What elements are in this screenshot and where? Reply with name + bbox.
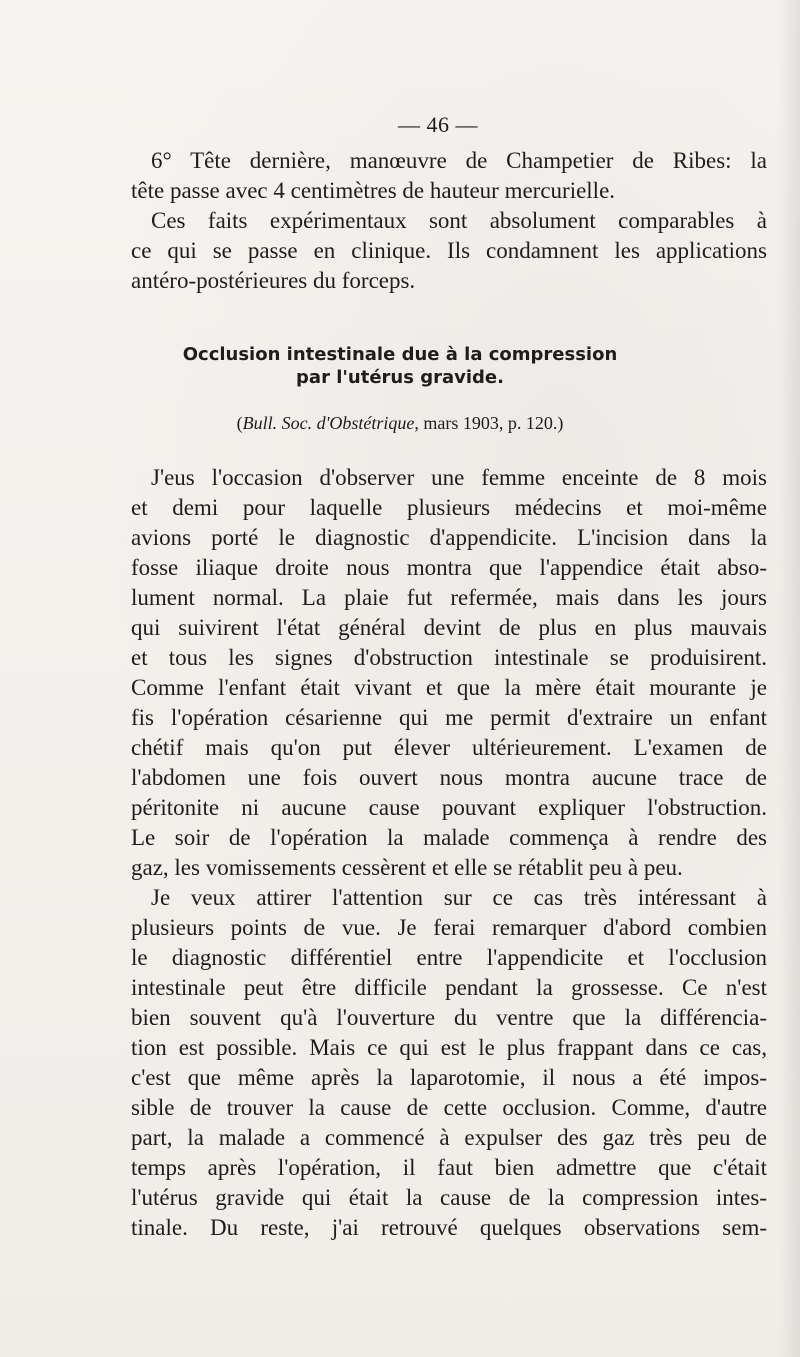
text-line: bien souvent qu'à l'ouverture du ventre que la différencia- xyxy=(131,1005,767,1030)
text-line: l'utérus gravide qui était la cause de la compression intes- xyxy=(131,1185,767,1210)
page-edge-shadow xyxy=(778,0,800,1357)
text-line: qui suivirent l'état général devint de plus en plus mauvais xyxy=(131,615,767,640)
citation-open: ( xyxy=(236,413,243,433)
text-line: le diagnostic différentiel entre l'appendicite et l'occlusion xyxy=(131,945,767,970)
citation-journal: Bull. Soc. d'Obstétrique xyxy=(242,413,415,433)
text-line: péritonite ni aucune cause pouvant expliquer l'obstruction. xyxy=(131,795,767,820)
citation-details: , mars 1903, p. 120.) xyxy=(414,413,564,433)
text-line: ce qui se passe en clinique. Ils condamnent les applications xyxy=(131,238,767,263)
text-line: Comme l'enfant était vivant et que la mère était mourante je xyxy=(131,675,767,700)
text-line: antéro-postérieures du forceps. xyxy=(131,268,416,293)
text-line: chétif mais qu'on put élever ultérieurement. L'examen de xyxy=(131,735,767,760)
text-line: 6° Tête dernière, manœuvre de Champetier de Ribes: la xyxy=(151,148,767,173)
text-line: J'eus l'occasion d'observer une femme enceinte de 8 mois xyxy=(151,465,767,490)
text-line: temps après l'opération, il faut bien admettre que c'était xyxy=(131,1155,767,1180)
section-title-line-2: par l'utérus gravide. xyxy=(296,367,504,388)
text-line: et tous les signes d'obstruction intestinale se produisirent. xyxy=(131,645,767,670)
text-line: c'est que même après la laparotomie, il nous a été impos- xyxy=(131,1065,767,1090)
page-number: — 46 — xyxy=(398,112,478,137)
text-line: fis l'opération césarienne qui me permit d'extraire un enfant xyxy=(131,705,767,730)
text-line: l'abdomen une fois ouvert nous montra aucune trace de xyxy=(131,765,767,790)
text-line: part, la malade a commencé à expulser des gaz très peu de xyxy=(131,1125,767,1150)
text-line: plusieurs points de vue. Je ferai remarquer d'abord combien xyxy=(131,915,767,940)
text-line: tinale. Du reste, j'ai retrouvé quelques observations sem- xyxy=(131,1215,767,1240)
citation xyxy=(0,410,800,436)
text-line: et demi pour laquelle plusieurs médecins et moi-même xyxy=(131,495,767,520)
text-line: Ces faits expérimentaux sont absolument comparables à xyxy=(151,208,767,233)
text-line: tête passe avec 4 centimètres de hauteur mercurielle. xyxy=(131,178,616,203)
text-line: fosse iliaque droite nous montra que l'appendice était abso- xyxy=(131,555,767,580)
text-line: Le soir de l'opération la malade commença à rendre des xyxy=(131,825,767,850)
body-text xyxy=(131,463,767,1243)
text-line: sible de trouver la cause de cette occlusion. Comme, d'autre xyxy=(131,1095,767,1120)
top-paragraph xyxy=(131,146,767,296)
section-title-line-1: Occlusion intestinale due à la compression xyxy=(182,344,618,365)
text-line: avions porté le diagnostic d'appendicite. L'incision dans la xyxy=(131,525,767,550)
text-line: intestinale peut être difficile pendant la grossesse. Ce n'est xyxy=(131,975,767,1000)
text-line: lument normal. La plaie fut refermée, mais dans les jours xyxy=(131,585,767,610)
text-line: tion est possible. Mais ce qui est le plus frappant dans ce cas, xyxy=(131,1035,767,1060)
text-line: Je veux attirer l'attention sur ce cas très intéressant à xyxy=(151,885,767,910)
text-line: gaz, les vomissements cessèrent et elle se rétablit peu à peu. xyxy=(131,855,683,880)
